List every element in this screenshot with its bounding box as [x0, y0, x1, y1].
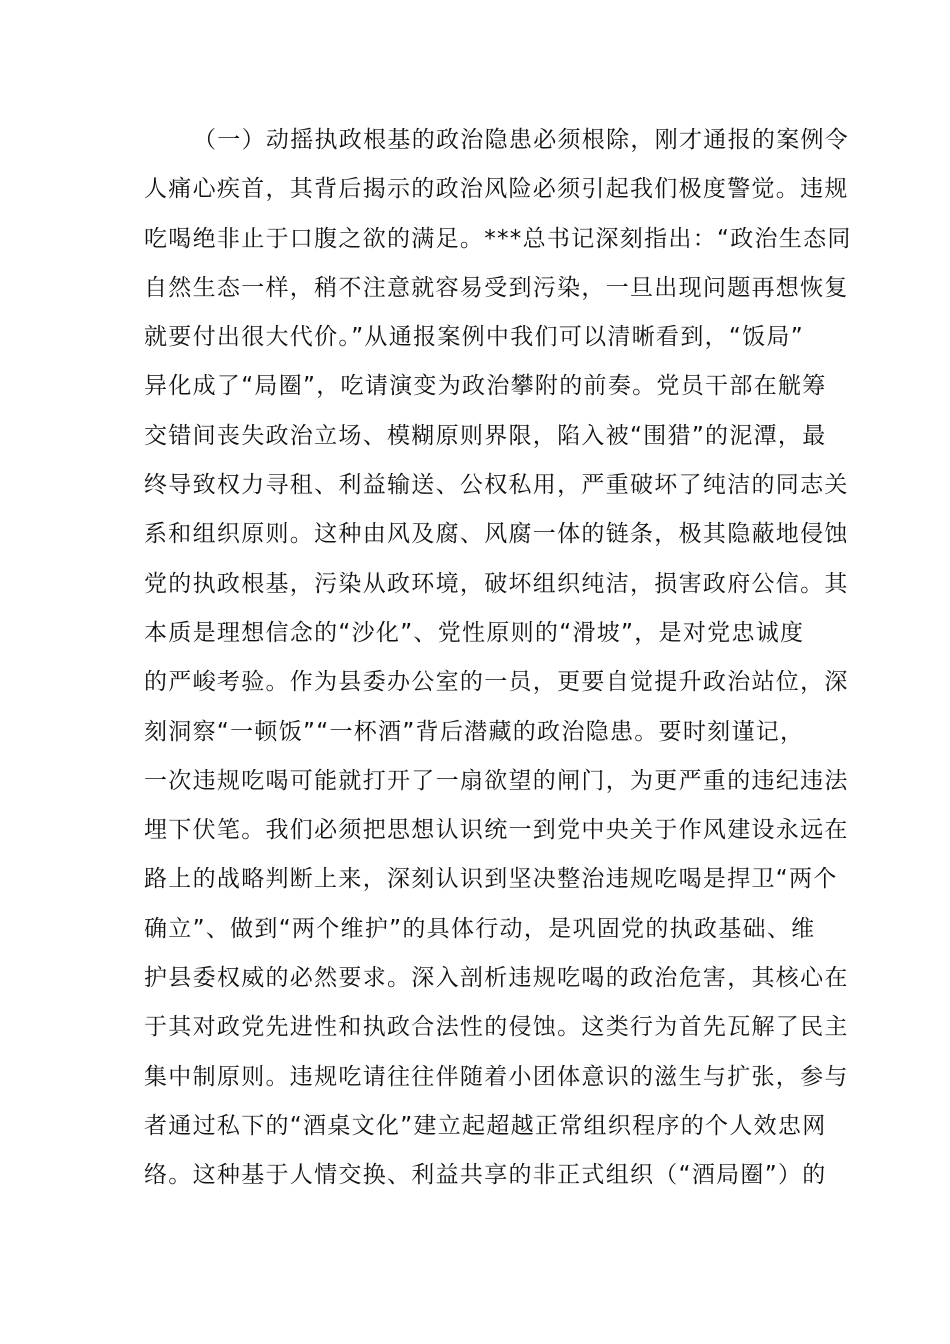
paragraph-line: 本质是理想信念的“沙化”、党性原则的“滑坡”，是对党忠诚度	[144, 619, 805, 646]
paragraph-line: 系和组织原则。这种由风及腐、风腐一体的链条，极其隐蔽地侵蚀	[144, 521, 849, 548]
paragraph-line: 的严峻考验。作为县委办公室的一员，更要自觉提升政治站位，深	[144, 669, 849, 696]
paragraph-line: 路上的战略判断上来，深刻认识到坚决整治违规吃喝是捍卫“两个	[144, 866, 838, 893]
paragraph-line: 者通过私下的“酒桌文化”建立起超越正常组织程序的个人效忠网	[144, 1112, 827, 1139]
paragraph-line: 络。这种基于人情交换、利益共享的非正式组织（“酒局圈”）的	[144, 1162, 827, 1189]
paragraph-line: 党的执政根基，污染从政环境，破坏组织纯洁，损害政府公信。其	[144, 570, 849, 597]
body-paragraph	[144, 122, 852, 1207]
paragraph-line: 终导致权力寻租、利益输送、公权私用，严重破坏了纯洁的同志关	[144, 472, 849, 499]
paragraph-line: 集中制原则。违规吃请往往伴随着小团体意识的滋生与扩张，参与	[144, 1063, 849, 1090]
paragraph-line: 交错间丧失政治立场、模糊原则界限，陷入被“围猎”的泥潭，最	[144, 422, 827, 449]
paragraph-line: 就要付出很大代价。”从通报案例中我们可以清晰看到，“饭局”	[144, 324, 804, 351]
paragraph-line: 人痛心疾首，其背后揭示的政治风险必须引起我们极度警觉。违规	[144, 176, 849, 203]
paragraph-line: 确立”、做到“两个维护”的具体行动，是巩固党的执政基础、维	[144, 915, 816, 942]
paragraph-line: （一）动摇执政根基的政治隐患必须根除，刚才通报的案例令	[193, 127, 850, 153]
paragraph-line: 护县委权威的必然要求。深入剖析违规吃喝的政治危害，其核心在	[144, 965, 849, 992]
paragraph-line: 自然生态一样，稍不注意就容易受到污染，一旦出现问题再想恢复	[144, 274, 849, 301]
paragraph-line: 异化成了“局圈”，吃请演变为政治攀附的前奏。党员干部在觥筹	[144, 373, 827, 400]
paragraph-line: 于其对政党先进性和执政合法性的侵蚀。这类行为首先瓦解了民主	[144, 1014, 849, 1041]
paragraph-line: 刻洞察“一顿饭”“一杯酒”背后潜藏的政治隐患。要时刻谨记，	[144, 718, 805, 745]
paragraph-line: 吃喝绝非止于口腹之欲的满足。***总书记深刻指出：“政治生态同	[144, 225, 852, 252]
paragraph-line: 一次违规吃喝可能就打开了一扇欲望的闸门，为更严重的违纪违法	[144, 767, 849, 794]
paragraph-line: 埋下伏笔。我们必须把思想认识统一到党中央关于作风建设永远在	[144, 817, 849, 844]
